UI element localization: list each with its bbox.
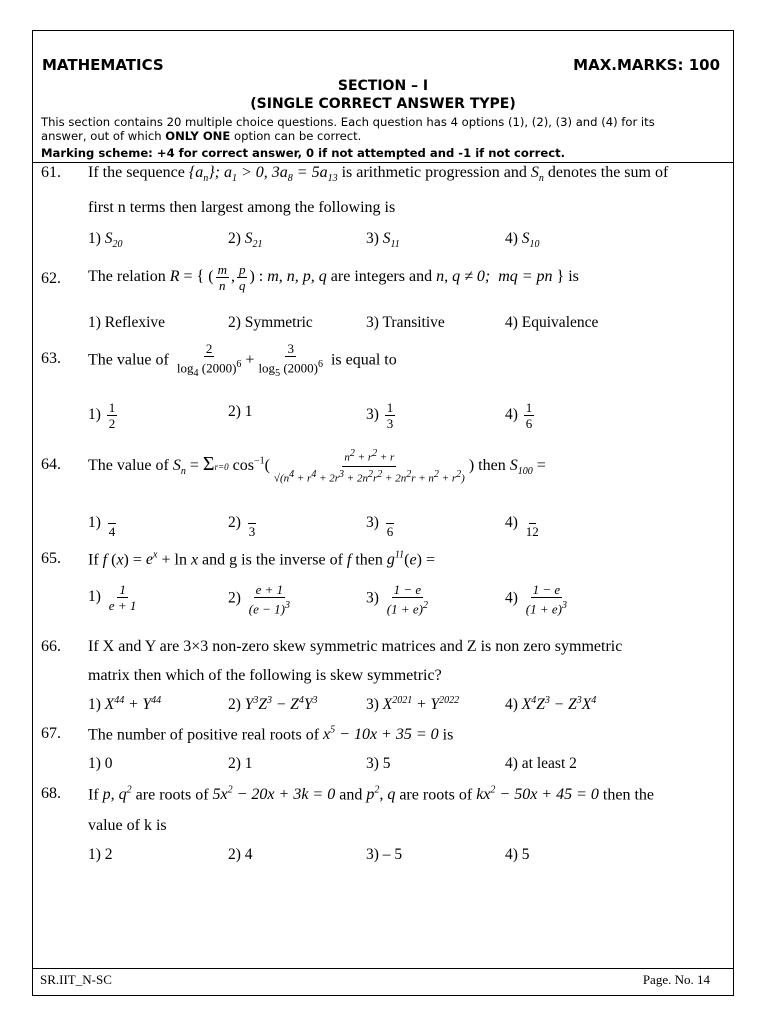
question-number: 62.	[41, 270, 61, 287]
question-68-line2: value of k is	[88, 817, 167, 834]
question-number: 68.	[41, 785, 61, 802]
option-4: 4) $\frac{1}{6}$	[505, 400, 533, 431]
option-1: 1) Reflexive	[88, 314, 166, 331]
header-divider	[32, 162, 734, 163]
question-68-line1: If p, $q^2$ are roots of $5x^2 - 20x + 3k = 0$ and $p^2$, q are roots of $kx^2 - 50x + 45 = 0$ then the	[88, 785, 654, 804]
footer-code: SR.IIT_N-SC	[40, 972, 112, 987]
question-number: 61.	[41, 164, 61, 181]
option-2: 2) $\frac{e + 1}{(e - 1)^3}$	[228, 582, 290, 617]
page-number: Page. No. 14	[642, 972, 710, 987]
option-3: 3) $S_{11}$	[366, 230, 400, 251]
question-62-line1: The relation R = { ( $\frac{m}{n}$ , $\frac{p}{q}$ ) : m, n, p, q are integers and n, q ≠ 0; mq = pn } is	[88, 262, 579, 293]
option-2: 2) 4	[228, 846, 253, 863]
option-4: 4) $S_{10}$	[505, 230, 540, 251]
question-number: 65.	[41, 550, 61, 567]
option-3: 3) Transitive	[366, 314, 445, 331]
question-number: 67.	[41, 725, 61, 742]
option-3: 3) 5	[366, 755, 391, 772]
option-3: 3) $\frac{1}{3}$	[366, 400, 394, 431]
question-63-line1: The value of $\frac{2}{\log_4 (2000)^6}$ + $\frac{3}{\log_5 (2000)^6}$ is equal to	[88, 341, 397, 379]
option-3: 3) $X^{2021} + Y^{2022}$	[366, 695, 460, 714]
footer-divider	[32, 968, 734, 969]
option-1: 1) $\frac{1}{e + 1}$	[88, 582, 137, 613]
instruction-line2: answer, out of which ONLY ONE option can be correct.	[41, 129, 362, 143]
max-marks: MAX.MARKS: 100	[573, 56, 720, 74]
question-61-line2: first n terms then largest among the following is	[88, 199, 396, 216]
option-3: 3) – 5	[366, 846, 403, 863]
marking-scheme: Marking scheme: +4 for correct answer, 0 if not attempted and -1 if not correct.	[41, 146, 566, 160]
option-1: 1) $X^{44} + Y^{44}$	[88, 695, 162, 714]
option-4: 4) 5	[505, 846, 530, 863]
option-2: 2) 3	[228, 508, 259, 539]
question-number: 64.	[41, 456, 61, 473]
option-2: 2) $Y^3Z^3 - Z^4Y^3$	[228, 695, 318, 714]
option-2: 2) $S_{21}$	[228, 230, 263, 251]
question-67-line1: The number of positive real roots of $x^5 - 10x + 35 = 0$ is	[88, 725, 454, 744]
question-number: 66.	[41, 638, 61, 655]
question-64-line1: The value of $S_n = \Sigma r=0$ $\cos^{-1}$( $\frac{n^2 + r^2 + r}{√(n^4 + r^4 + 2r^3 + 2n^2r^2 + 2n^2r + n^2 + r^2)}$ ) then $S_{100}$ =	[88, 448, 546, 485]
instruction-line1: This section contains 20 multiple choice questions. Each question has 4 options (1), (2), (3) and (4) for its	[41, 115, 655, 129]
option-4: 4) 12	[505, 508, 543, 539]
option-3: 3) $\frac{1 - e}{(1 + e)^2}$	[366, 582, 428, 617]
question-number: 63.	[41, 350, 61, 367]
question-66-line1: If X and Y are 3×3 non-zero skew symmetric matrices and Z is non zero symmetric	[88, 638, 623, 655]
subject-title: MATHEMATICS	[42, 56, 164, 74]
option-1: 1) 0	[88, 755, 113, 772]
option-4: 4) Equivalence	[505, 314, 599, 331]
option-1: 1) 2	[88, 846, 113, 863]
question-61-line1: If the sequence $\{a_n\}$; $a_1 > 0$, $3a_8 = 5a_{13}$ is arithmetic progression and $S_n$ denotes the sum of	[88, 164, 669, 185]
option-1: 1) 4	[88, 508, 119, 539]
option-2: 2) 1	[228, 403, 253, 420]
option-4: 4) $X^4Z^3 - Z^3X^4$	[505, 695, 597, 714]
section-type: (SINGLE CORRECT ANSWER TYPE)	[250, 96, 516, 112]
header-row	[42, 56, 720, 78]
option-2: 2) Symmetric	[228, 314, 313, 331]
option-4: 4) $\frac{1 - e}{(1 + e)^3}$	[505, 582, 567, 617]
option-2: 2) 1	[228, 755, 253, 772]
question-65-line1: If f $(x) = e^x + \ln x$ and g is the inverse of f then $g^{11}(e)$ =	[88, 550, 435, 569]
option-3: 3) 6	[366, 508, 397, 539]
option-1: 1) $S_{20}$	[88, 230, 123, 251]
option-4: 4) at least 2	[505, 755, 577, 772]
question-66-line2: matrix then which of the following is skew symmetric?	[88, 667, 442, 684]
section-title: SECTION – I	[337, 78, 429, 94]
option-1: 1) $\frac{1}{2}$	[88, 400, 116, 431]
